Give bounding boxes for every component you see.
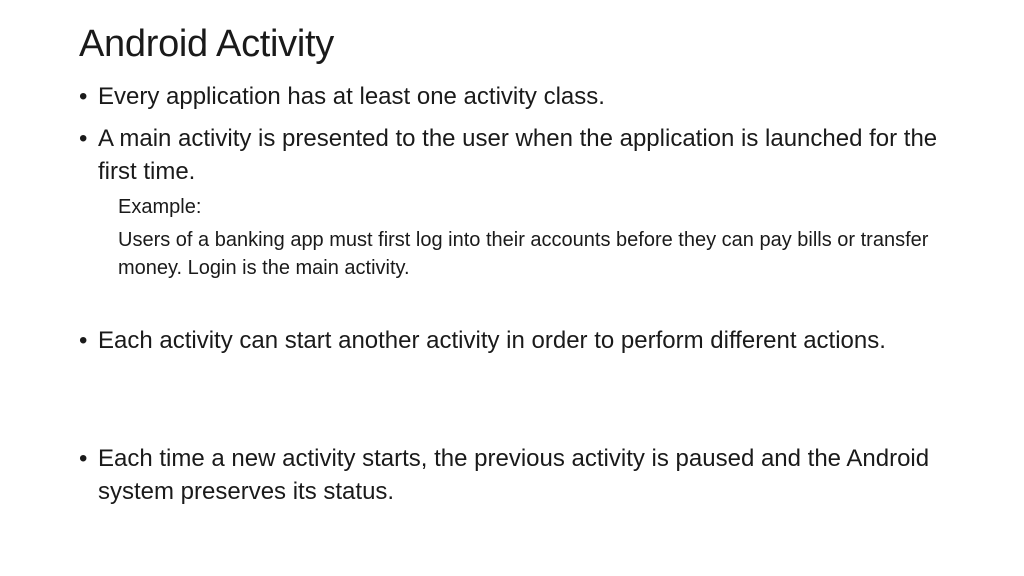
bullet-item-1 bbox=[79, 80, 959, 113]
bullet-marker: • bbox=[79, 327, 88, 354]
bullet-item-2 bbox=[79, 122, 959, 188]
bullet-item-4 bbox=[79, 442, 959, 508]
bullet-marker: • bbox=[79, 83, 88, 110]
bullet-text: Every application has at least one activity class. bbox=[98, 83, 605, 110]
bullet-text: Each time a new activity starts, the previous activity is paused and the Android system preserves its status. bbox=[98, 445, 930, 505]
bullet-text: Each activity can start another activity in order to perform different actions. bbox=[98, 327, 886, 354]
slide-title: Android Activity bbox=[79, 23, 334, 65]
sub-item-example-text: Users of a banking app must first log into their accounts before they can pay bills or transfer money. Login is the main activity. bbox=[118, 229, 929, 279]
bullet-text: A main activity is presented to the user when the application is launched for the first time. bbox=[98, 125, 938, 185]
bullet-marker: • bbox=[79, 125, 88, 152]
bullet-marker: • bbox=[79, 445, 88, 472]
sub-item-example-label: Example: bbox=[118, 196, 202, 218]
bullet-item-3 bbox=[79, 324, 959, 357]
